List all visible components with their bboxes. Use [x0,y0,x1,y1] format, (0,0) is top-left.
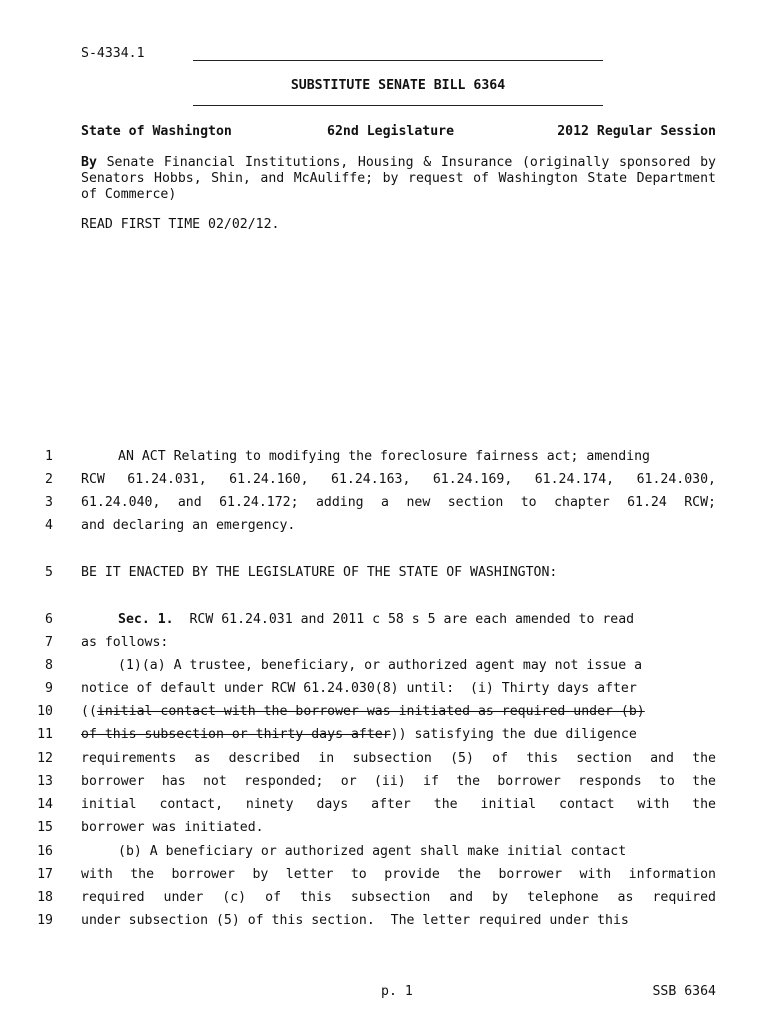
by-label: By [81,155,97,170]
line-number: 18 [37,890,53,905]
bill-code: S-4334.1 [81,46,145,61]
line-number: 1 [45,449,53,464]
footer-bill-id: SSB 6364 [652,984,716,999]
body-line: requirements as described in subsection (5) of this section and the [81,751,716,766]
body-line: under subsection (5) of this section. The letter required under this [81,913,629,928]
body-line: initial contact, ninety days after the initial contact with the [81,797,716,812]
body-line: of this subsection or thirty days after)) satisfying the due diligence [81,727,637,742]
section-label: Sec. 1. [118,612,174,627]
line-number: 14 [37,797,53,812]
sponsors-text: Senate Financial Institutions, Housing & Insurance (originally sponsored by Senators Hobbs, Shin, and McAuliffe; by request of Washington State Department of Commerce) [81,155,716,202]
deleted-text: of this subsection or thirty days after [81,727,391,742]
section-heading: Sec. 1. RCW 61.24.031 and 2011 c 58 s 5 are each amended to read [118,612,635,627]
line-number: 17 [37,867,53,882]
bill-title: SUBSTITUTE SENATE BILL 6364 [290,78,506,93]
session-label: 2012 Regular Session [557,124,716,139]
body-line: with the borrower by letter to provide the borrower with information [81,867,716,882]
line-number: 3 [45,495,53,510]
deleted-text: initial contact with the borrower was initiated as required under (b) [96,704,645,719]
line-number: 11 [37,727,53,742]
body-line: required under (c) of this subsection and by telephone as required [81,890,716,905]
line-number: 12 [37,751,53,766]
line-number: 8 [45,658,53,673]
line-number: 7 [45,635,53,650]
line-number: 10 [37,704,53,719]
line-number: 2 [45,472,53,487]
body-line: 61.24.040, and 61.24.172; adding a new section to chapter 61.24 RCW; [81,495,716,510]
read-first-time: READ FIRST TIME 02/02/12. [81,217,280,232]
body-line: borrower has not responded; or (ii) if the borrower responds to the [81,774,716,789]
body-line: (b) A beneficiary or authorized agent shall make initial contact [118,844,627,859]
line-number: 16 [37,844,53,859]
page-number: p. 1 [381,984,413,999]
sponsors-paragraph [81,155,716,203]
line-number: 5 [45,565,53,580]
line-number: 4 [45,518,53,533]
line-number: 19 [37,913,53,928]
body-line: (1)(a) A trustee, beneficiary, or authorized agent may not issue a [118,658,643,673]
line-number: 6 [45,612,53,627]
body-line: and declaring an emergency. [81,518,296,533]
header-rule-bottom [193,105,603,106]
line-number: 9 [45,681,53,696]
body-line: notice of default under RCW 61.24.030(8) until: (i) Thirty days after [81,681,637,696]
line-number: 15 [37,820,53,835]
body-line: ((initial contact with the borrower was initiated as required under (b) [81,704,645,719]
state-label: State of Washington [81,124,232,139]
line-number: 13 [37,774,53,789]
header-rule-top [193,60,603,61]
enacting-clause: BE IT ENACTED BY THE LEGISLATURE OF THE STATE OF WASHINGTON: [81,565,558,580]
body-line: AN ACT Relating to modifying the foreclosure fairness act; amending [118,449,650,464]
body-line: RCW 61.24.031, 61.24.160, 61.24.163, 61.24.169, 61.24.174, 61.24.030, [81,472,716,487]
body-line: as follows: [81,635,169,650]
body-line: borrower was initiated. [81,820,264,835]
legislature-label: 62nd Legislature [327,124,455,139]
